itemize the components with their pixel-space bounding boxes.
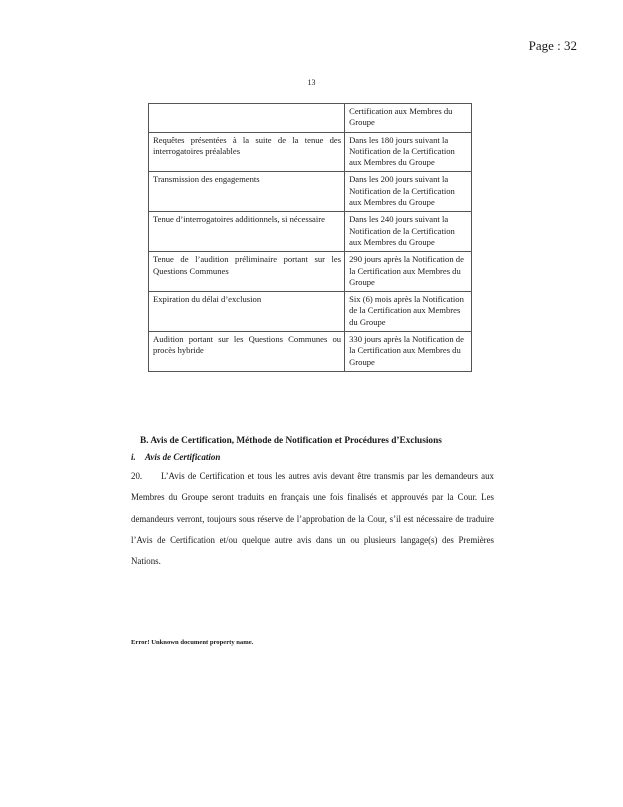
table-row	[149, 104, 472, 133]
table-cell-step: Transmission des engagements	[149, 172, 345, 212]
page-number: 13	[307, 78, 316, 87]
footer-note: Error! Unknown document property name.	[131, 639, 254, 646]
table-row	[149, 172, 472, 212]
table-cell-step: Audition portant sur les Questions Communes ou procès hybride	[149, 332, 345, 372]
table-row	[149, 292, 472, 332]
subsection-heading	[131, 452, 220, 462]
schedule-table	[148, 103, 472, 372]
paragraph-number: 20.	[131, 471, 143, 481]
table-row	[149, 332, 472, 372]
page-label: Page : 32	[528, 38, 577, 53]
table-cell-deadline: 330 jours après la Notification de la Certification aux Membres du Groupe	[345, 332, 472, 372]
subsection-title: Avis de Certification	[145, 452, 221, 462]
table-cell-deadline: Dans les 200 jours suivant la Notification de la Certification aux Membres du Groupe	[345, 172, 472, 212]
table-cell-step: Expiration du délai d’exclusion	[149, 292, 345, 332]
table-row	[149, 212, 472, 252]
paragraph	[131, 466, 494, 572]
section-heading: B. Avis de Certification, Méthode de Notification et Procédures d’Exclusions	[140, 436, 442, 446]
table-cell-deadline: Dans les 180 jours suivant la Notification de la Certification aux Membres du Groupe	[345, 132, 472, 172]
table-cell-step	[149, 104, 345, 133]
table-cell-deadline: Dans les 240 jours suivant la Notification de la Certification aux Membres du Groupe	[345, 212, 472, 252]
table-row	[149, 132, 472, 172]
table-cell-deadline: 290 jours après la Notification de la Certification aux Membres du Groupe	[345, 252, 472, 292]
table-cell-step: Tenue de l’audition préliminaire portant sur les Questions Communes	[149, 252, 345, 292]
subsection-number: i.	[131, 452, 136, 462]
table-cell-step: Requêtes présentées à la suite de la tenue des interrogatoires préalables	[149, 132, 345, 172]
table-cell-step: Tenue d’interrogatoires additionnels, si nécessaire	[149, 212, 345, 252]
paragraph-text: L’Avis de Certification et tous les autres avis devant être transmis par les demandeurs aux Membres du Groupe seront traduits en français une fois finalisés et approuvés par la Cour. Les demandeurs verront, toujours sous réserve de l’approbation de la Cour, s’il est nécessaire de traduire l’Avis de Certification et/ou quelque autre avis dans un ou plusieurs langage(s) des Premières Nations.	[131, 471, 494, 567]
table-cell-deadline: Certification aux Membres du Groupe	[345, 104, 472, 133]
table-row	[149, 252, 472, 292]
table-cell-deadline: Six (6) mois après la Notification de la Certification aux Membres du Groupe	[345, 292, 472, 332]
